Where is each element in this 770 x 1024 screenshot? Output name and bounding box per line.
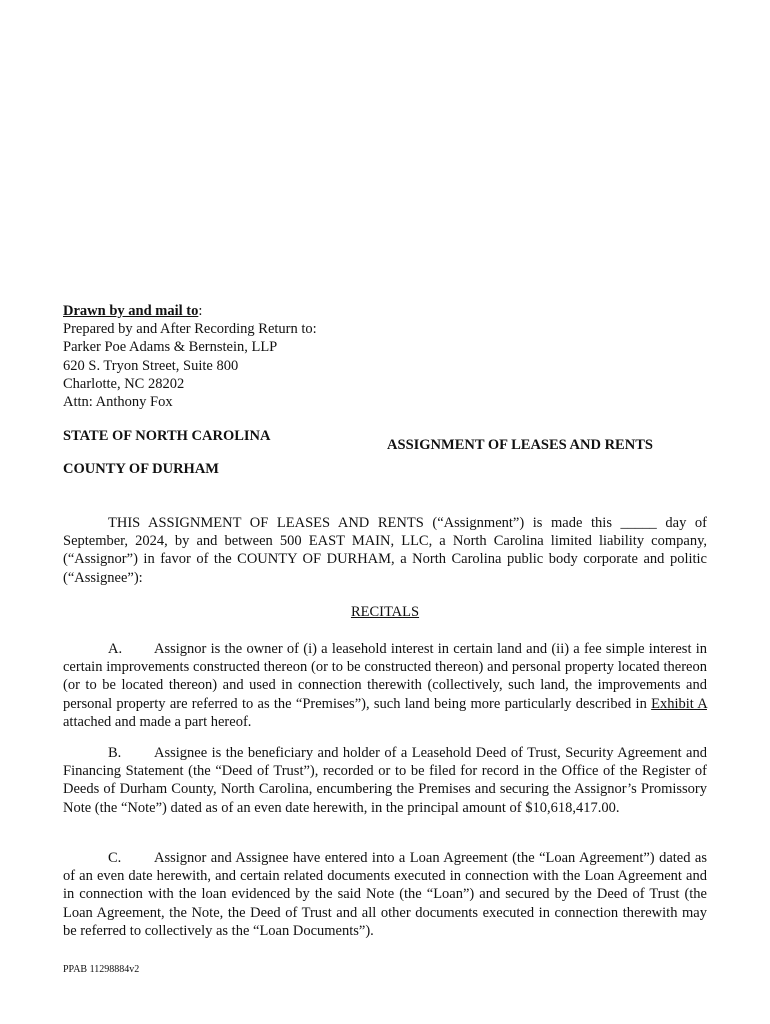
recitals-heading: RECITALS [350, 604, 420, 620]
recital-a-text: Assignor is the owner of (i) a leasehold interest in certain land and (ii) a fee simple interest in certain improvements constructed thereon (or to be constructed thereon) and personal property located thereon (or to be located thereon) and used in connection therewith (collectively, such land, the improvements and personal property are referred to as the “Premises”), such land being more particularly described in [63, 641, 707, 712]
drawn-by-colon: : [198, 303, 203, 319]
document-footer-id: PPAB 11298884v2 [63, 964, 140, 975]
recital-c [63, 849, 707, 940]
drawn-by-label: Drawn by and mail to [63, 303, 199, 319]
recital-a [63, 640, 707, 731]
recital-b-letter: B. [108, 745, 122, 761]
attention-line: Attn: Anthony Fox [63, 394, 173, 411]
county-heading: COUNTY OF DURHAM [63, 461, 219, 477]
recital-c-text: Assignor and Assignee have entered into a Loan Agreement (the “Loan Agreement”) dated as of an even date herewith, and certain related documents executed in connection with the Loan Agreement and in connection with the loan evidenced by the said Note (the “Loan”) and secured by the Deed of Trust (the Loan Agreement, the Note, the Deed of Trust and all other documents executed in connection therewith may be referred to collectively as the “Loan Documents”). [63, 850, 707, 939]
drawn-by-line [63, 302, 383, 320]
exhibit-a-reference: Exhibit A [651, 695, 707, 712]
prepared-by-line: Prepared by and After Recording Return to: [63, 321, 317, 338]
state-heading: STATE OF NORTH CAROLINA [63, 428, 271, 444]
intro-paragraph: THIS ASSIGNMENT OF LEASES AND RENTS (“Assignment”) is made this _____ day of September, 2024, by and between 500 EAST MAIN, LLC, a North Carolina limited liability company, (“Assignor”) in favor of the COUNTY OF DURHAM, a North Carolina public body corporate and politic (“Assignee”): [63, 515, 707, 586]
street-address: 620 S. Tryon Street, Suite 800 [63, 357, 239, 374]
return-address-block [63, 302, 383, 411]
recital-c-letter: C. [108, 850, 122, 866]
document-title: ASSIGNMENT OF LEASES AND RENTS [387, 437, 653, 453]
recital-b [63, 744, 707, 817]
law-firm-name: Parker Poe Adams & Bernstein, LLP [63, 339, 278, 356]
recital-a-letter: A. [108, 641, 123, 657]
city-state-zip: Charlotte, NC 28202 [63, 375, 185, 392]
recital-b-text: Assignee is the beneficiary and holder of a Leasehold Deed of Trust, Security Agreement and Financing Statement (the “Deed of Trust”), recorded or to be filed for record in the Office of the Register of Deeds of Durham County, North Carolina, encumbering the Premises and securing the Assignor’s Promissory Note (the “Note”) dated as of an even date herewith, in the principal amount of $10,618,417.00. [63, 745, 707, 816]
recital-a-text-end: attached and made a part hereof. [63, 713, 252, 730]
